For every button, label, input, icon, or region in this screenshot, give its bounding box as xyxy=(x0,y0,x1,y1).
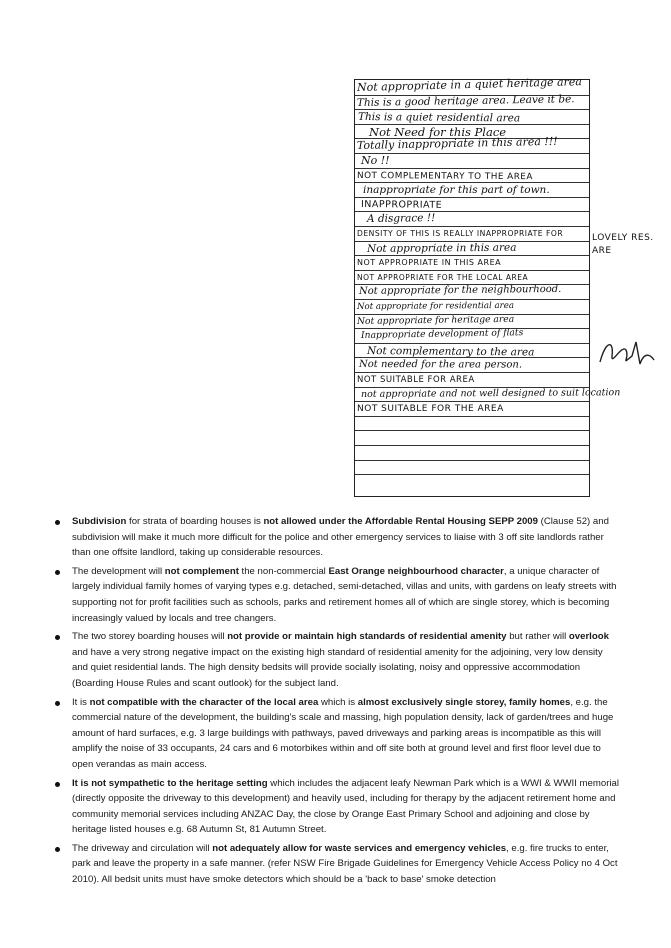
bold-text: overlook xyxy=(568,631,609,643)
bullet-dot-icon xyxy=(55,570,60,575)
handwritten-comment: Not appropriate for heritage area xyxy=(356,313,515,327)
handwritten-comment: Not Need for this Place xyxy=(369,124,507,139)
bullet-dot-icon xyxy=(55,635,60,640)
bold-text: not provide or maintain high standards of residential amenity xyxy=(227,631,507,643)
objection-point xyxy=(52,564,620,626)
handwritten-comment: This is a quiet residential area xyxy=(357,111,521,125)
handwritten-comment: NOT SUITABLE FOR AREA xyxy=(357,375,475,385)
body-text: , e.g. fire trucks to enter, park and leave the property in a safe manner. (refer NSW Fire Brigade Guidelines for Emergency Vehicle Access Policy no 4 Oct 2010). All bedsit units must have smoke detectors which should be a 'back to base' smoke detection xyxy=(72,842,618,886)
handwritten-comment: Not complementary to the area xyxy=(366,344,535,359)
handwritten-comment: No !! xyxy=(361,154,390,167)
table-row-line xyxy=(355,430,589,431)
objection-point xyxy=(52,776,620,838)
bullet-dot-icon xyxy=(55,520,60,525)
body-text: It is xyxy=(72,696,90,708)
handwritten-comment: Not appropriate in this area xyxy=(366,241,517,255)
body-text: The driveway and circulation will xyxy=(72,842,213,854)
handwritten-comment: This is a good heritage area. Leave it be. xyxy=(356,92,575,109)
handwritten-comment: Totally inappropriate in this area !!! xyxy=(356,135,558,153)
handwritten-comment: NOT APPROPRIATE IN THIS AREA xyxy=(357,258,502,268)
petition-comments-table xyxy=(354,75,621,497)
body-text: the non-commercial xyxy=(238,565,329,577)
body-text: , a unique character of largely individual family homes of varying types e.g. detached, semi-detached, villas and units, with gardens on leafy streets with supporting not for profit facilities such as schools, parks and retirement homes all of which are single storey, which is becoming increasingly valued by locals and tree changers. xyxy=(72,565,617,624)
bold-text: not adequately allow for waste services and emergency vehicles xyxy=(212,842,507,854)
handwritten-comment: Not appropriate in a quiet heritage area xyxy=(356,75,583,94)
objection-point xyxy=(52,841,620,888)
signature-scribble xyxy=(596,336,656,370)
handwritten-comment: A disgrace !! xyxy=(366,212,436,226)
bullet-dot-icon xyxy=(55,782,60,787)
handwritten-comment: not appropriate and not well designed to suit location xyxy=(360,386,621,400)
handwritten-comment: Not appropriate for residential area xyxy=(356,300,514,312)
bullet-dot-icon xyxy=(55,847,60,852)
table-row-line xyxy=(355,460,589,461)
body-text: , e.g. the commercial nature of the development, the building's scale and massing, high population density, lack of garden/trees and huge amount of hard surfaces, e.g. 3 large buildings with pathways, paved driveways and parking areas is incompatible as this will amplify the noise of 33 occupants, 24 cars and 6 motorbikes within and off site both at ground level and first floor level due to open verandas as main access. xyxy=(72,696,614,770)
bold-text: It is not sympathetic to the heritage setting xyxy=(72,777,268,789)
objection-points-list xyxy=(52,514,620,891)
objection-point xyxy=(52,695,620,773)
body-text: which is xyxy=(318,696,358,708)
body-text: The development will xyxy=(72,565,165,577)
handwritten-comment: inappropriate for this part of town. xyxy=(363,184,550,197)
table-row-line xyxy=(355,153,589,154)
handwritten-comment: Not needed for the area person. xyxy=(358,359,523,371)
objection-point xyxy=(52,514,620,561)
objection-point xyxy=(52,629,620,691)
handwritten-comment: NOT COMPLEMENTARY TO THE AREA xyxy=(356,170,533,182)
handwritten-comment: Not appropriate for the neighbourhood. xyxy=(358,284,562,298)
handwritten-comment: DENSITY OF THIS IS REALLY INAPPROPRIATE FOR xyxy=(357,229,564,238)
bold-text: not compatible with the character of the local area xyxy=(89,696,319,708)
bold-text: not allowed under the Affordable Rental Housing SEPP 2009 xyxy=(263,516,538,527)
table-row-line xyxy=(355,474,589,475)
body-text: which includes the adjacent leafy Newman Park which is a WWI & WWII memorial (directly opposite the driveway to this development) and heavily used, including for therapy by the adjacent retirement home and community memorial services including ANZAC Day, the close by Orange East Primary School and adjoining and close by heritage listed houses e.g. 68 Autumn St, 81 Autumn Street. xyxy=(72,777,619,836)
bold-text: East Orange neighbourhood character xyxy=(328,565,504,577)
handwritten-comment: NOT APPROPRIATE FOR THE LOCAL AREA xyxy=(357,272,529,282)
handwritten-comment: INAPPROPRIATE xyxy=(360,198,443,211)
bold-text: not complement xyxy=(164,565,239,577)
bold-text: almost exclusively single storey, family homes xyxy=(357,696,571,708)
body-text: and have a very strong negative impact on the existing high standard of residential amenity for the adjoining, very low density and quiet residential lands. The high density bedsits will provide socially isolating, noisy and oppressive accommodation (Boarding House Rules and scant outlook) for the subject land. xyxy=(72,646,603,689)
body-text: The two storey boarding houses will xyxy=(72,631,228,643)
body-text: but rather will xyxy=(506,631,569,643)
body-text: for strata of boarding houses is xyxy=(126,516,264,527)
bullet-dot-icon xyxy=(55,701,60,706)
body-text: (Clause 52) and subdivision will make it much more difficult for the police and other emergency services to liaise with 3 off site landlords rather than one offsite landlord, taking up considerable resources. xyxy=(72,516,609,559)
handwritten-comment: Inappropriate development of flats xyxy=(360,327,524,342)
margin-note: LOVELY RES. ARE xyxy=(592,233,654,256)
bold-text: Subdivision xyxy=(72,516,127,527)
table-row-line xyxy=(355,445,589,446)
handwritten-comment: NOT SUITABLE FOR THE AREA xyxy=(357,404,504,415)
